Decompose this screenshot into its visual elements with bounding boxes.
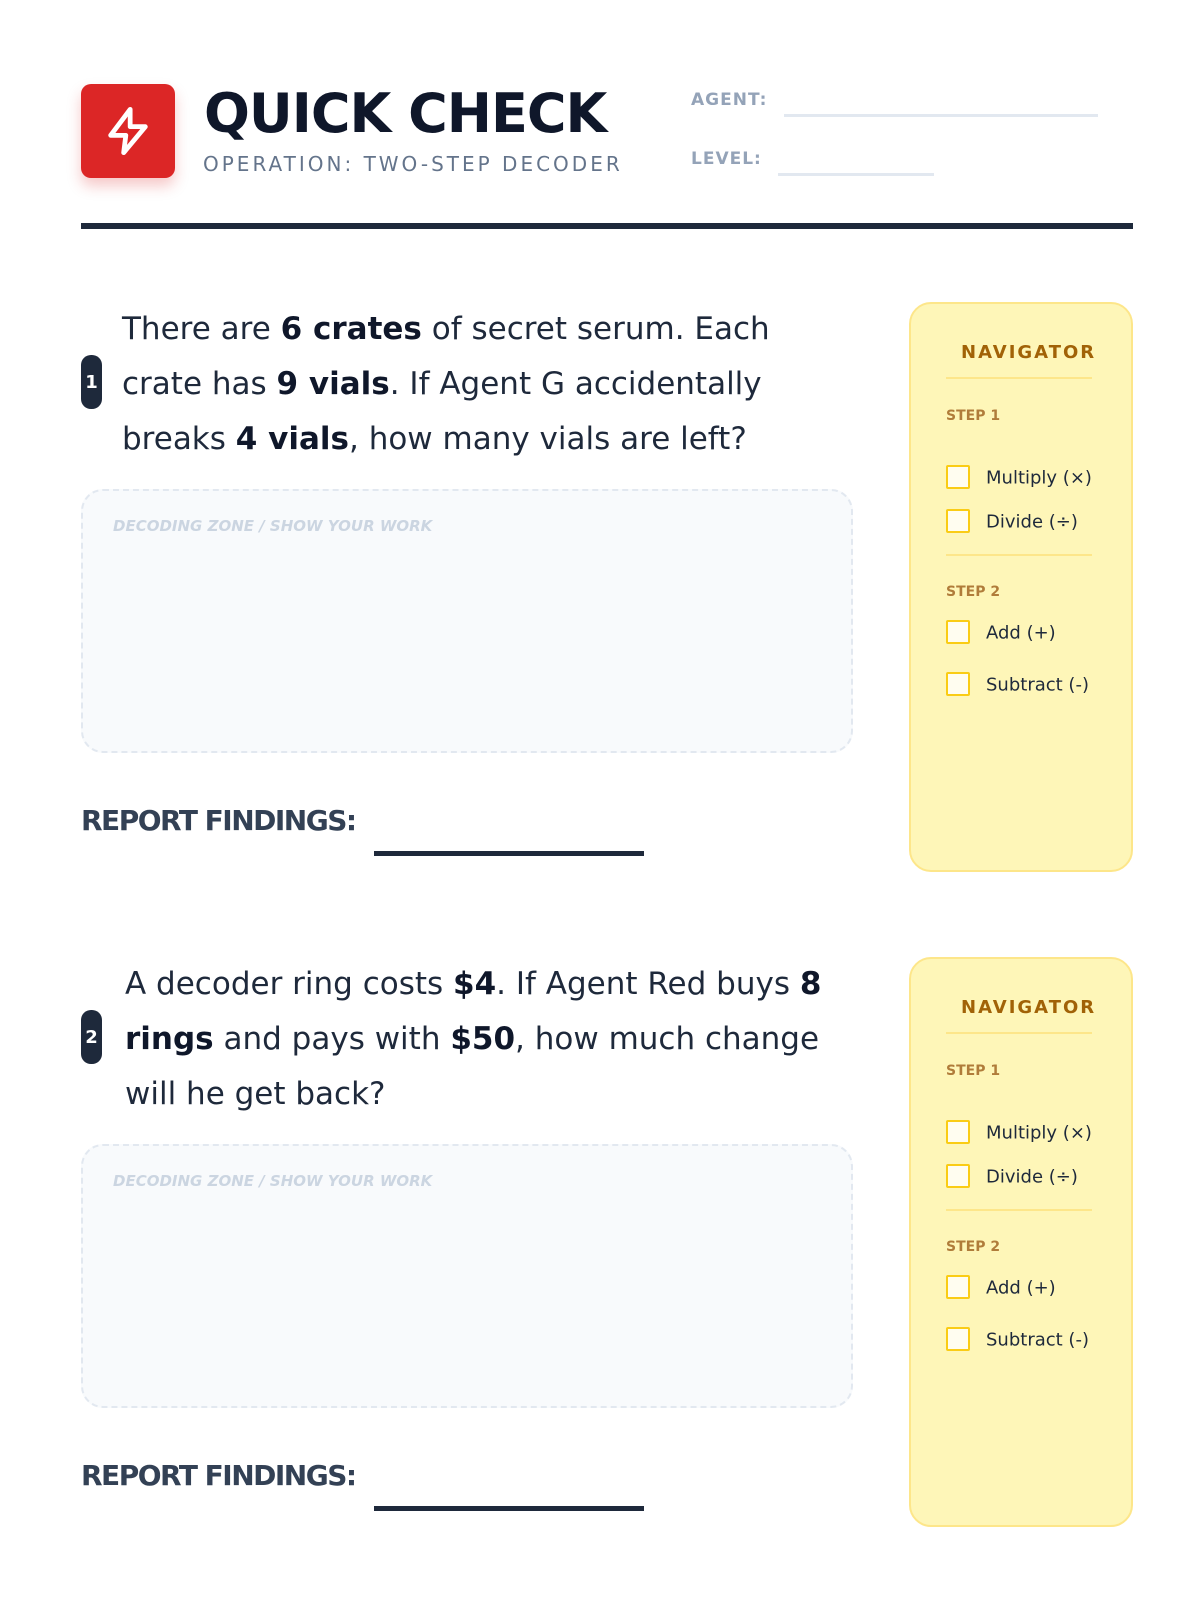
question-key-value: $50 [450, 1021, 516, 1057]
navigator-divider [946, 1209, 1092, 1211]
problem-number-badge: 1 [81, 355, 102, 409]
option-label: Subtract (-) [986, 674, 1089, 696]
header-divider [81, 223, 1133, 229]
question-text: A decoder ring costs [125, 966, 454, 1002]
checkbox[interactable] [946, 1120, 970, 1144]
checkbox[interactable] [946, 620, 970, 644]
level-field[interactable] [778, 173, 934, 176]
checkbox[interactable] [946, 509, 970, 533]
step1-label: STEP 1 [946, 1063, 1001, 1079]
step2-label: STEP 2 [946, 1239, 1001, 1255]
checkbox[interactable] [946, 1164, 970, 1188]
problem-card [81, 957, 1133, 1527]
report-findings-label: REPORT FINDINGS: [81, 804, 356, 837]
option-multiply[interactable] [946, 1104, 1116, 1162]
logo-badge [81, 84, 175, 178]
question-key-value: $4 [453, 966, 497, 1002]
problem-card [81, 302, 1133, 872]
option-divide[interactable] [946, 502, 1116, 542]
question-text: There are [122, 311, 281, 347]
navigator-divider [946, 1032, 1092, 1034]
problem-number-badge: 2 [81, 1010, 102, 1064]
report-findings-label: REPORT FINDINGS: [81, 1459, 356, 1492]
checkbox[interactable] [946, 672, 970, 696]
level-label: LEVEL: [691, 149, 762, 169]
page-subtitle: OPERATION: TWO-STEP DECODER [203, 152, 623, 176]
problem-question [122, 302, 842, 467]
navigator-title: NAVIGATOR [961, 997, 1097, 1018]
option-multiply[interactable] [946, 449, 1116, 507]
question-text: , how much change will he get back? [125, 1021, 820, 1112]
question-key-value: 8 rings [125, 966, 822, 1057]
agent-name-field[interactable] [784, 114, 1098, 117]
question-text: and pays with [213, 1021, 451, 1057]
step1-label: STEP 1 [946, 408, 1001, 424]
lightning-bolt-icon [102, 105, 154, 157]
navigator-divider [946, 377, 1092, 379]
navigator-divider [946, 554, 1092, 556]
option-add[interactable] [946, 613, 1116, 653]
navigator-panel [909, 302, 1133, 872]
question-text: . If Agent G accidentally breaks [122, 366, 762, 457]
option-divide[interactable] [946, 1157, 1116, 1197]
question-text: . If Agent Red buys [496, 966, 800, 1002]
agent-label: AGENT: [691, 90, 768, 110]
question-text: , how many vials are left? [348, 421, 747, 457]
option-label: Add (+) [986, 622, 1056, 644]
answer-line[interactable] [374, 1506, 644, 1511]
answer-line[interactable] [374, 851, 644, 856]
navigator-title: NAVIGATOR [961, 342, 1097, 363]
checkbox[interactable] [946, 465, 970, 489]
work-area[interactable] [81, 1144, 853, 1408]
worksheet-header [81, 84, 1133, 229]
page-title: QUICK CHECK [204, 82, 607, 145]
option-label: Multiply (×) [986, 467, 1092, 489]
question-text: of secret serum. Each crate has [122, 311, 770, 402]
navigator-panel [909, 957, 1133, 1527]
checkbox[interactable] [946, 1275, 970, 1299]
option-subtract[interactable] [946, 656, 1116, 714]
work-area-label: DECODING ZONE / SHOW YOUR WORK [113, 517, 433, 535]
work-area[interactable] [81, 489, 853, 753]
option-label: Subtract (-) [986, 1329, 1089, 1351]
option-add[interactable] [946, 1268, 1116, 1308]
work-area-label: DECODING ZONE / SHOW YOUR WORK [113, 1172, 433, 1190]
checkbox[interactable] [946, 1327, 970, 1351]
option-subtract[interactable] [946, 1311, 1116, 1369]
question-key-value: 6 crates [280, 311, 422, 347]
question-key-value: 9 vials [276, 366, 390, 402]
problem-question [125, 957, 845, 1122]
option-label: Add (+) [986, 1277, 1056, 1299]
option-label: Multiply (×) [986, 1122, 1092, 1144]
step2-label: STEP 2 [946, 584, 1001, 600]
option-label: Divide (÷) [986, 1166, 1078, 1188]
option-label: Divide (÷) [986, 511, 1078, 533]
question-key-value: 4 vials [235, 421, 349, 457]
